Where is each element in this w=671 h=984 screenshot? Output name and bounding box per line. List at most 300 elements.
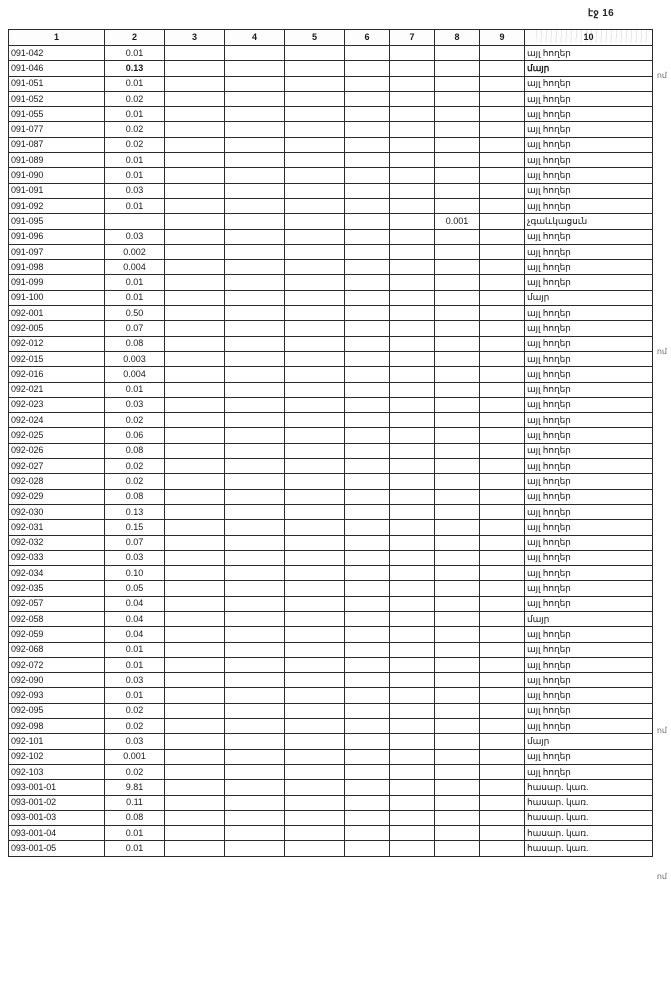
cell-empty-col-6 [345, 321, 390, 336]
cell-empty-col-3 [165, 61, 225, 76]
cell-empty-col-6 [345, 841, 390, 856]
cell-empty-col-5 [285, 275, 345, 290]
cell-empty-col-5 [285, 611, 345, 626]
cell-code: 091-090 [9, 168, 105, 183]
cell-empty-col-9 [480, 428, 525, 443]
table-row [9, 734, 653, 749]
cell-empty-col-5 [285, 627, 345, 642]
cell-empty-col-6 [345, 581, 390, 596]
cell-empty-col-3 [165, 520, 225, 535]
cell-area: 0.07 [105, 321, 165, 336]
cell-empty-col-9 [480, 826, 525, 841]
cell-col-8 [435, 642, 480, 657]
cell-empty-col-5 [285, 688, 345, 703]
cell-area: 0.01 [105, 688, 165, 703]
cell-area: 0.02 [105, 719, 165, 734]
cell-empty-col-5 [285, 413, 345, 428]
table-row [9, 657, 653, 672]
cell-col-8 [435, 137, 480, 152]
table-row [9, 46, 653, 61]
cell-land-type: այլ հողեր [525, 749, 653, 764]
cell-empty-col-9 [480, 183, 525, 198]
margin-note: ոմ [656, 872, 667, 881]
cell-empty-col-4 [225, 367, 285, 382]
cell-empty-col-6 [345, 107, 390, 122]
cell-code: 092-015 [9, 351, 105, 366]
cell-empty-col-7 [390, 290, 435, 305]
cell-empty-col-7 [390, 688, 435, 703]
cell-col-8 [435, 244, 480, 259]
cell-land-type: այլ հողեր [525, 137, 653, 152]
cell-code: 092-030 [9, 504, 105, 519]
table-row [9, 719, 653, 734]
cell-empty-col-4 [225, 581, 285, 596]
margin-note: ոմ [656, 726, 667, 735]
cell-empty-col-3 [165, 260, 225, 275]
cell-empty-col-4 [225, 566, 285, 581]
cell-empty-col-7 [390, 535, 435, 550]
cell-empty-col-4 [225, 183, 285, 198]
cell-code: 091-077 [9, 122, 105, 137]
cell-empty-col-5 [285, 566, 345, 581]
cell-empty-col-4 [225, 321, 285, 336]
cell-col-8 [435, 459, 480, 474]
cell-land-type: այլ հողեր [525, 627, 653, 642]
table-row [9, 504, 653, 519]
cell-empty-col-6 [345, 596, 390, 611]
cell-land-type: հասար. կառ. [525, 780, 653, 795]
cell-land-type: այլ հողեր [525, 520, 653, 535]
cell-land-type: մայր [525, 611, 653, 626]
cell-empty-col-5 [285, 214, 345, 229]
cell-empty-col-6 [345, 397, 390, 412]
cell-empty-col-3 [165, 535, 225, 550]
cell-land-type: չգաևկացսւն [525, 214, 653, 229]
cell-code: 092-090 [9, 673, 105, 688]
cell-empty-col-3 [165, 749, 225, 764]
cell-empty-col-5 [285, 550, 345, 565]
cell-empty-col-4 [225, 122, 285, 137]
cell-empty-col-4 [225, 336, 285, 351]
cell-empty-col-7 [390, 504, 435, 519]
table-row [9, 351, 653, 366]
cell-code: 091-089 [9, 153, 105, 168]
cell-area: 0.02 [105, 91, 165, 106]
cell-empty-col-9 [480, 459, 525, 474]
cell-area: 0.06 [105, 428, 165, 443]
cell-land-type: այլ հողեր [525, 321, 653, 336]
table-row [9, 764, 653, 779]
cell-empty-col-9 [480, 168, 525, 183]
table-row [9, 459, 653, 474]
page-number: էջ 16 [587, 8, 614, 19]
cell-col-8 [435, 61, 480, 76]
cell-empty-col-6 [345, 795, 390, 810]
cell-area: 0.05 [105, 581, 165, 596]
cell-land-type: հասար. կառ. [525, 810, 653, 825]
cell-empty-col-4 [225, 596, 285, 611]
cell-empty-col-4 [225, 535, 285, 550]
cell-empty-col-5 [285, 76, 345, 91]
table-row [9, 76, 653, 91]
cell-empty-col-5 [285, 489, 345, 504]
cell-empty-col-7 [390, 566, 435, 581]
cell-empty-col-3 [165, 688, 225, 703]
cell-col-8 [435, 535, 480, 550]
cell-empty-col-4 [225, 397, 285, 412]
cell-empty-col-6 [345, 749, 390, 764]
cell-empty-col-6 [345, 703, 390, 718]
cell-area: 0.03 [105, 673, 165, 688]
cell-land-type: այլ հողեր [525, 168, 653, 183]
cell-empty-col-7 [390, 703, 435, 718]
cell-area: 9.81 [105, 780, 165, 795]
cell-empty-col-4 [225, 443, 285, 458]
table-row [9, 168, 653, 183]
cell-col-8 [435, 76, 480, 91]
cell-area [105, 214, 165, 229]
cell-empty-col-7 [390, 306, 435, 321]
cell-empty-col-5 [285, 780, 345, 795]
cell-land-type: հասար. կառ. [525, 795, 653, 810]
cell-area: 0.02 [105, 413, 165, 428]
cell-empty-col-9 [480, 520, 525, 535]
cell-empty-col-9 [480, 596, 525, 611]
cell-empty-col-3 [165, 841, 225, 856]
cell-col-8 [435, 168, 480, 183]
cell-empty-col-7 [390, 214, 435, 229]
cell-empty-col-4 [225, 382, 285, 397]
cell-code: 092-103 [9, 764, 105, 779]
cell-land-type: այլ հողեր [525, 642, 653, 657]
cell-empty-col-5 [285, 367, 345, 382]
cell-area: 0.04 [105, 596, 165, 611]
cell-code: 091-096 [9, 229, 105, 244]
cell-empty-col-4 [225, 351, 285, 366]
cell-code: 092-026 [9, 443, 105, 458]
cell-code: 092-095 [9, 703, 105, 718]
cell-code: 092-012 [9, 336, 105, 351]
cell-empty-col-7 [390, 596, 435, 611]
cell-empty-col-7 [390, 168, 435, 183]
cell-col-8 [435, 688, 480, 703]
cell-empty-col-6 [345, 367, 390, 382]
cell-empty-col-9 [480, 46, 525, 61]
cell-empty-col-4 [225, 749, 285, 764]
cell-empty-col-3 [165, 183, 225, 198]
cell-land-type: այլ հողեր [525, 474, 653, 489]
table-row [9, 581, 653, 596]
cell-empty-col-6 [345, 306, 390, 321]
cell-empty-col-6 [345, 566, 390, 581]
cell-empty-col-9 [480, 535, 525, 550]
cell-empty-col-4 [225, 780, 285, 795]
cell-empty-col-9 [480, 153, 525, 168]
cell-empty-col-3 [165, 275, 225, 290]
cell-empty-col-9 [480, 841, 525, 856]
cell-empty-col-5 [285, 91, 345, 106]
cell-land-type: այլ հողեր [525, 153, 653, 168]
cell-empty-col-4 [225, 137, 285, 152]
table-row [9, 91, 653, 106]
cell-area: 0.01 [105, 198, 165, 213]
cell-code: 091-099 [9, 275, 105, 290]
cell-empty-col-6 [345, 46, 390, 61]
cell-empty-col-3 [165, 306, 225, 321]
cell-empty-col-5 [285, 137, 345, 152]
cell-code: 091-055 [9, 107, 105, 122]
cell-empty-col-6 [345, 657, 390, 672]
cell-empty-col-3 [165, 413, 225, 428]
cell-empty-col-7 [390, 413, 435, 428]
cell-empty-col-6 [345, 826, 390, 841]
table-row [9, 382, 653, 397]
cell-empty-col-5 [285, 657, 345, 672]
cell-empty-col-9 [480, 76, 525, 91]
cell-col-8 [435, 397, 480, 412]
table-row [9, 826, 653, 841]
cell-land-type: այլ հողեր [525, 275, 653, 290]
cell-empty-col-9 [480, 229, 525, 244]
cell-land-type: մայր [525, 61, 653, 76]
cell-area: 0.10 [105, 566, 165, 581]
cell-code: 092-072 [9, 657, 105, 672]
table-row [9, 260, 653, 275]
cell-empty-col-4 [225, 489, 285, 504]
cell-land-type: այլ հողեր [525, 122, 653, 137]
cell-col-8 [435, 198, 480, 213]
cell-empty-col-9 [480, 244, 525, 259]
cell-empty-col-7 [390, 550, 435, 565]
table-row [9, 795, 653, 810]
cell-col-8 [435, 566, 480, 581]
cell-empty-col-5 [285, 183, 345, 198]
cell-area: 0.01 [105, 657, 165, 672]
cell-empty-col-9 [480, 719, 525, 734]
table-row [9, 688, 653, 703]
cell-empty-col-3 [165, 734, 225, 749]
cell-empty-col-5 [285, 168, 345, 183]
cell-empty-col-5 [285, 596, 345, 611]
cell-empty-col-9 [480, 749, 525, 764]
cell-empty-col-4 [225, 734, 285, 749]
table-row [9, 566, 653, 581]
cell-land-type: այլ հողեր [525, 91, 653, 106]
cell-code: 092-031 [9, 520, 105, 535]
cell-empty-col-4 [225, 474, 285, 489]
cell-col-8 [435, 91, 480, 106]
cell-code: 092-027 [9, 459, 105, 474]
cell-empty-col-7 [390, 198, 435, 213]
cell-empty-col-7 [390, 428, 435, 443]
cell-empty-col-4 [225, 46, 285, 61]
cell-area: 0.04 [105, 627, 165, 642]
cell-empty-col-5 [285, 428, 345, 443]
cell-land-type: մայր [525, 734, 653, 749]
cell-area: 0.01 [105, 841, 165, 856]
cell-col-8 [435, 734, 480, 749]
table-row [9, 229, 653, 244]
cell-col-8 [435, 627, 480, 642]
cell-empty-col-4 [225, 214, 285, 229]
cell-empty-col-3 [165, 46, 225, 61]
cell-empty-col-6 [345, 198, 390, 213]
cell-col-8 [435, 673, 480, 688]
cell-empty-col-7 [390, 627, 435, 642]
cell-empty-col-5 [285, 306, 345, 321]
cell-empty-col-3 [165, 780, 225, 795]
cell-code: 091-052 [9, 91, 105, 106]
cell-area: 0.04 [105, 611, 165, 626]
cell-empty-col-4 [225, 810, 285, 825]
cell-empty-col-9 [480, 688, 525, 703]
cell-empty-col-3 [165, 596, 225, 611]
cell-col-8 [435, 336, 480, 351]
cell-land-type: այլ հողեր [525, 260, 653, 275]
cell-empty-col-5 [285, 397, 345, 412]
cell-col-8 [435, 46, 480, 61]
cell-empty-col-9 [480, 443, 525, 458]
cell-area: 0.01 [105, 826, 165, 841]
cell-area: 0.01 [105, 168, 165, 183]
cell-empty-col-4 [225, 642, 285, 657]
cell-land-type: այլ հողեր [525, 535, 653, 550]
cell-land-type: այլ հողեր [525, 229, 653, 244]
cell-empty-col-4 [225, 76, 285, 91]
cell-empty-col-5 [285, 826, 345, 841]
cell-empty-col-4 [225, 627, 285, 642]
cell-empty-col-9 [480, 397, 525, 412]
cell-code: 091-042 [9, 46, 105, 61]
cell-empty-col-9 [480, 795, 525, 810]
cell-empty-col-7 [390, 367, 435, 382]
cell-col-8 [435, 749, 480, 764]
cell-empty-col-6 [345, 520, 390, 535]
table-row [9, 153, 653, 168]
column-header-2: 2 [105, 30, 165, 46]
cell-empty-col-6 [345, 76, 390, 91]
table-row [9, 321, 653, 336]
cell-land-type: այլ հողեր [525, 183, 653, 198]
cell-empty-col-7 [390, 397, 435, 412]
cell-land-type: այլ հողեր [525, 581, 653, 596]
cell-empty-col-9 [480, 122, 525, 137]
cell-empty-col-5 [285, 795, 345, 810]
cell-empty-col-7 [390, 657, 435, 672]
cell-empty-col-5 [285, 46, 345, 61]
cell-area: 0.02 [105, 703, 165, 718]
cell-empty-col-9 [480, 321, 525, 336]
cell-land-type: այլ հողեր [525, 657, 653, 672]
cell-code: 093-001-03 [9, 810, 105, 825]
cell-area: 0.03 [105, 229, 165, 244]
cell-empty-col-4 [225, 413, 285, 428]
cell-code: 091-095 [9, 214, 105, 229]
cell-empty-col-3 [165, 382, 225, 397]
table-row [9, 780, 653, 795]
table-row [9, 244, 653, 259]
cell-empty-col-9 [480, 198, 525, 213]
cell-empty-col-6 [345, 122, 390, 137]
cell-empty-col-5 [285, 321, 345, 336]
cell-empty-col-5 [285, 504, 345, 519]
cell-empty-col-5 [285, 673, 345, 688]
cell-empty-col-7 [390, 673, 435, 688]
cell-code: 093-001-05 [9, 841, 105, 856]
cell-empty-col-6 [345, 810, 390, 825]
cell-land-type: այլ հողեր [525, 489, 653, 504]
cell-empty-col-9 [480, 306, 525, 321]
cell-empty-col-4 [225, 550, 285, 565]
cell-empty-col-4 [225, 275, 285, 290]
cell-empty-col-7 [390, 336, 435, 351]
cell-land-type: այլ հողեր [525, 46, 653, 61]
cell-land-type: մայր [525, 290, 653, 305]
cell-code: 091-051 [9, 76, 105, 91]
cell-col-8 [435, 413, 480, 428]
table-row [9, 611, 653, 626]
cell-empty-col-9 [480, 764, 525, 779]
cell-empty-col-3 [165, 137, 225, 152]
cell-empty-col-4 [225, 611, 285, 626]
cell-code: 091-092 [9, 198, 105, 213]
cell-empty-col-7 [390, 183, 435, 198]
cell-col-8 [435, 795, 480, 810]
cell-empty-col-3 [165, 566, 225, 581]
cell-empty-col-3 [165, 504, 225, 519]
table-row [9, 673, 653, 688]
cell-land-type: այլ հողեր [525, 336, 653, 351]
cell-empty-col-5 [285, 229, 345, 244]
cell-code: 093-001-04 [9, 826, 105, 841]
cell-area: 0.004 [105, 260, 165, 275]
cell-area: 0.004 [105, 367, 165, 382]
cell-col-8 [435, 474, 480, 489]
cell-empty-col-7 [390, 489, 435, 504]
cell-empty-col-3 [165, 351, 225, 366]
cell-empty-col-4 [225, 719, 285, 734]
cell-empty-col-3 [165, 397, 225, 412]
table-body [9, 46, 653, 857]
cell-empty-col-7 [390, 229, 435, 244]
table-row [9, 397, 653, 412]
cell-empty-col-5 [285, 61, 345, 76]
cell-area: 0.01 [105, 76, 165, 91]
cell-empty-col-3 [165, 336, 225, 351]
cell-empty-col-3 [165, 719, 225, 734]
table-row [9, 183, 653, 198]
cell-empty-col-5 [285, 351, 345, 366]
cell-empty-col-7 [390, 581, 435, 596]
cell-empty-col-9 [480, 642, 525, 657]
table-row [9, 520, 653, 535]
cell-col-8 [435, 657, 480, 672]
table-row [9, 841, 653, 856]
cell-empty-col-9 [480, 61, 525, 76]
cell-empty-col-6 [345, 214, 390, 229]
cell-empty-col-7 [390, 719, 435, 734]
cell-empty-col-7 [390, 122, 435, 137]
cell-col-8 [435, 443, 480, 458]
table-row [9, 306, 653, 321]
cell-empty-col-3 [165, 321, 225, 336]
table-row [9, 443, 653, 458]
cell-empty-col-6 [345, 611, 390, 626]
cell-col-8 [435, 764, 480, 779]
cell-empty-col-5 [285, 107, 345, 122]
column-header-3: 3 [165, 30, 225, 46]
cell-col-8 [435, 504, 480, 519]
